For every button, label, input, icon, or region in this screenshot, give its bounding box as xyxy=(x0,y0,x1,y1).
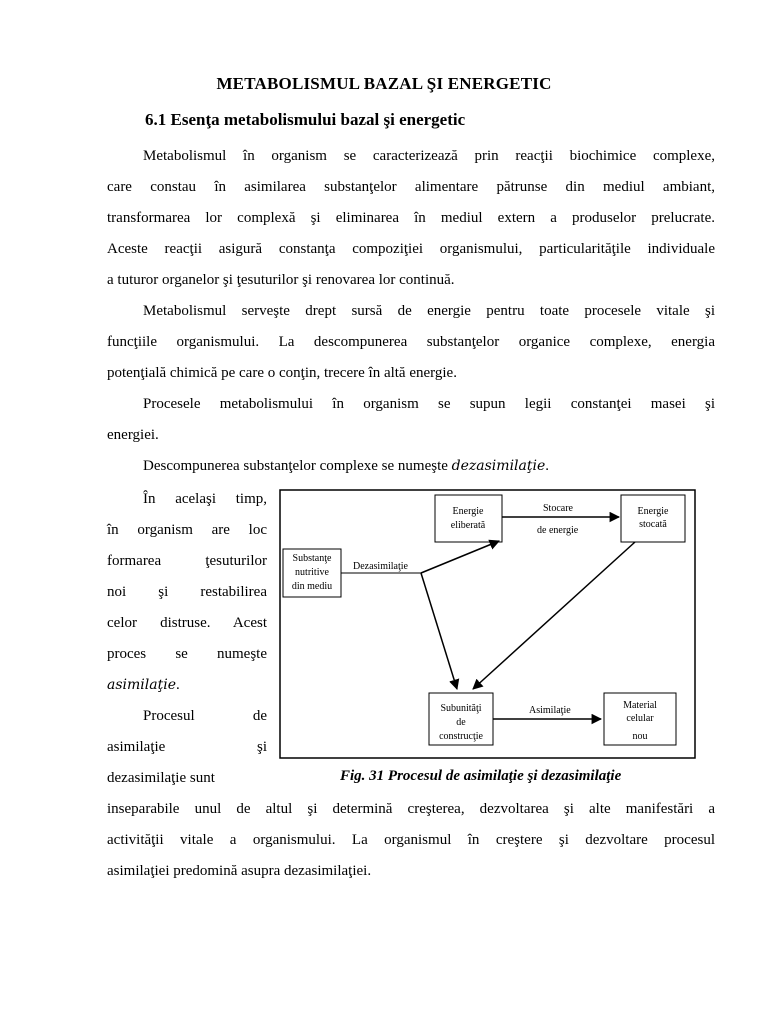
text-line: Metabolismul în organism se caracterizează prin reacţii biochimice complexe, xyxy=(143,148,715,164)
node-energie-eliberata xyxy=(435,495,502,542)
node-label: Energie xyxy=(452,506,484,517)
text-line: energiei. xyxy=(107,427,159,443)
term-dezasimilatie: dezasimilaţie xyxy=(451,458,546,474)
text-line: Aceste reacţii asigură constanţa compoziţiei organismului, particularităţile individuale xyxy=(107,241,715,257)
text-line: asimilaţie şi xyxy=(107,739,267,755)
section-heading: 6.1 Esenţa metabolismului bazal şi energetic xyxy=(145,110,466,129)
node-label: celular xyxy=(626,713,654,724)
figure-caption: Fig. 31 Procesul de asimilaţie şi dezasimilaţie xyxy=(340,768,622,784)
text-line: funcţiile organismului. La descompunerea substanţelor organice complexe, energia xyxy=(107,334,715,350)
text-line: Procesele metabolismului în organism se supun legii constanţei masei şi xyxy=(143,396,715,412)
node-label: stocată xyxy=(639,519,667,530)
document-title: METABOLISMUL BAZAL ŞI ENERGETIC xyxy=(216,74,552,93)
node-label: Material xyxy=(623,700,657,711)
text-line: În acelaşi timp, xyxy=(143,491,267,507)
text-line: dezasimilaţie sunt xyxy=(107,770,215,786)
edge-label-asimilatie: Asimilaţie xyxy=(529,705,571,716)
node-label: construcţie xyxy=(439,731,483,742)
text-line: în organism are loc xyxy=(107,522,267,538)
paragraph-3 xyxy=(107,389,715,451)
metabolism-diagram xyxy=(279,489,696,759)
node-label: Substanţe xyxy=(292,553,332,564)
text-line: potenţială chimică pe care o conţin, trecere în altă energie. xyxy=(107,365,457,381)
text-line xyxy=(107,670,267,701)
paragraph-4 xyxy=(107,451,715,482)
edge-label-stocare-2: de energie xyxy=(537,525,579,536)
text-line: proces se numeşte xyxy=(107,646,267,662)
text-line: formarea ţesuturilor xyxy=(107,553,267,569)
text-line: activităţii vitale a organismului. La organismul în creştere şi dezvoltare procesul xyxy=(107,832,715,848)
node-energie-stocata xyxy=(621,495,685,542)
node-material-celular xyxy=(604,693,676,745)
text-line xyxy=(107,451,715,482)
paragraph-5 xyxy=(107,794,715,887)
text-line: a tuturor organelor şi ţesuturilor şi renovarea lor continuă. xyxy=(107,272,455,288)
term-asimilatie: asimilaţie xyxy=(107,677,176,693)
text-span: . xyxy=(545,458,550,474)
node-label: nutritive xyxy=(295,567,329,578)
node-label: de xyxy=(456,717,466,728)
node-label: Energie xyxy=(637,506,669,517)
paragraph-2 xyxy=(107,296,715,389)
edge-label-stocare: Stocare xyxy=(543,503,573,514)
node-label: Subunităţi xyxy=(440,703,482,714)
node-label: eliberată xyxy=(450,520,486,531)
node-label: din mediu xyxy=(291,581,333,592)
text-line: transformarea lor complexă şi eliminarea în mediul extern a produselor prelucrate. xyxy=(107,210,715,226)
text-line: asimilaţiei predomină asupra dezasimilaţiei. xyxy=(107,863,372,879)
text-line: celor distruse. Acest xyxy=(107,615,267,631)
text-line: care constau în asimilarea substanţelor alimentare pătrunse din mediul ambiant, xyxy=(107,179,715,195)
text-line: inseparabile unul de altul şi determină creşterea, dezvoltarea şi alte manifestări a xyxy=(107,801,715,817)
text-line: noi şi restabilirea xyxy=(107,584,267,600)
text-span: Descompunerea substanţelor complexe se numeşte xyxy=(143,458,452,474)
side-text xyxy=(107,484,267,794)
node-label: nou xyxy=(632,731,648,742)
edge-label-dezasimilatie: Dezasimilaţie xyxy=(353,561,408,572)
node-substante-nutritive xyxy=(283,549,341,597)
text-span: . xyxy=(175,677,180,693)
node-subunitati xyxy=(429,693,493,745)
text-line: Procesul de xyxy=(143,708,267,724)
paragraph-1 xyxy=(107,141,715,296)
text-line: Metabolismul serveşte drept sursă de energie pentru toate procesele vitale şi xyxy=(143,303,715,319)
